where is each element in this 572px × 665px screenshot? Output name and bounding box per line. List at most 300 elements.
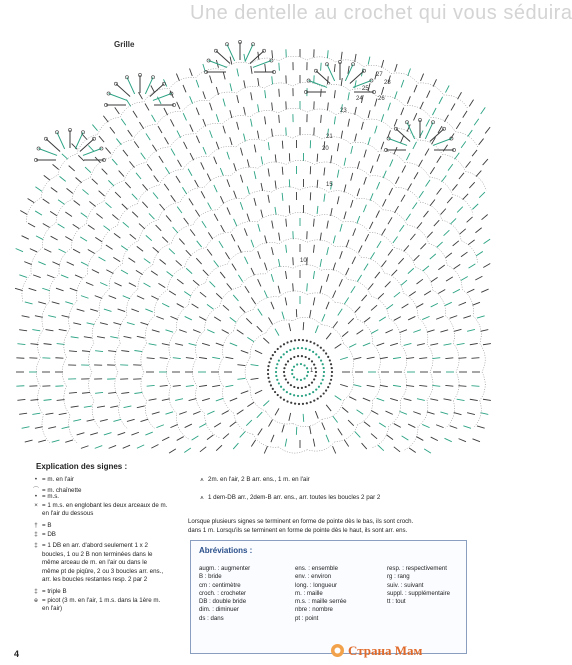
stitch-mark bbox=[177, 102, 180, 109]
stitch-mark bbox=[320, 286, 322, 294]
stitch-dot bbox=[283, 353, 285, 355]
stitch-mark bbox=[337, 170, 339, 178]
stitch-mark bbox=[410, 234, 415, 240]
stitch-mark bbox=[320, 233, 321, 241]
stitch-mark bbox=[167, 272, 173, 277]
stitch-dot bbox=[300, 379, 302, 381]
stitch-mark bbox=[331, 208, 333, 216]
abbreviation-entry: cm : centimètre bbox=[199, 581, 241, 589]
stitch-mark bbox=[193, 280, 199, 285]
stitch-dot bbox=[306, 367, 308, 369]
stitch-mark bbox=[469, 264, 476, 268]
chain-arch bbox=[137, 185, 159, 204]
stitch-mark bbox=[272, 50, 273, 58]
stitch-mark bbox=[375, 126, 377, 134]
row-number: 10 bbox=[300, 258, 307, 264]
stitch-mark bbox=[203, 91, 206, 99]
stitch-mark bbox=[121, 270, 128, 274]
stitch-mark bbox=[146, 133, 150, 140]
row-number: 20 bbox=[322, 146, 329, 152]
stitch-mark bbox=[307, 283, 308, 291]
stitch-dot bbox=[320, 347, 322, 349]
chain-arch bbox=[219, 287, 240, 306]
stitch-dot bbox=[280, 386, 282, 388]
stitch-mark bbox=[123, 222, 129, 227]
stitch-mark bbox=[354, 385, 362, 387]
stitch-mark bbox=[122, 204, 128, 209]
legend-item bbox=[30, 568, 163, 575]
stitch-mark bbox=[58, 224, 65, 228]
stitch-mark bbox=[414, 85, 417, 92]
stitch-mark bbox=[223, 72, 225, 80]
stitch-mark bbox=[327, 221, 328, 229]
stitch-mark bbox=[258, 104, 259, 112]
chain-arch bbox=[157, 111, 182, 124]
fan-stitch bbox=[57, 132, 65, 149]
stitch-mark bbox=[237, 378, 245, 379]
stitch-dot bbox=[311, 360, 313, 362]
stitch-mark bbox=[468, 240, 474, 245]
fan-stitch bbox=[75, 132, 83, 149]
stitch-mark bbox=[113, 323, 121, 325]
stitch-mark bbox=[238, 275, 242, 282]
stitch-mark bbox=[65, 212, 72, 217]
stitch-mark bbox=[50, 211, 57, 215]
stitch-mark bbox=[369, 222, 372, 229]
stitch-mark bbox=[240, 307, 245, 313]
stitch-dot bbox=[298, 339, 300, 341]
chain-arch bbox=[230, 221, 257, 232]
stitch-mark bbox=[393, 385, 401, 386]
stitch-mark bbox=[59, 249, 66, 253]
stitch-mark bbox=[227, 179, 230, 186]
stitch-mark bbox=[407, 96, 410, 103]
stitch-dot bbox=[283, 375, 285, 377]
stitch-mark bbox=[136, 270, 143, 274]
legend-symbol: × bbox=[34, 501, 38, 509]
legend-item bbox=[30, 531, 56, 538]
row-number: 28 bbox=[384, 80, 391, 86]
stitch-mark bbox=[109, 445, 116, 448]
stitch-mark bbox=[202, 221, 206, 228]
chain-arch bbox=[115, 344, 120, 372]
stitch-mark bbox=[408, 316, 415, 319]
stitch-mark bbox=[476, 251, 483, 255]
stitch-mark bbox=[401, 195, 405, 202]
stitch-mark bbox=[169, 249, 175, 254]
stitch-mark bbox=[152, 115, 156, 122]
stitch-mark bbox=[430, 254, 436, 259]
chain-arch bbox=[86, 201, 104, 224]
stitch-mark bbox=[152, 412, 160, 414]
stitch-mark bbox=[261, 156, 262, 164]
abbreviation-entry: m.s. : maille serrée bbox=[295, 598, 347, 606]
stitch-mark bbox=[118, 432, 126, 435]
stitch-mark bbox=[75, 275, 82, 278]
stitch-mark bbox=[419, 385, 427, 386]
stitch-mark bbox=[162, 399, 170, 401]
chain-arch bbox=[321, 269, 348, 279]
stitch-mark bbox=[173, 358, 181, 359]
stitch-mark bbox=[341, 52, 342, 60]
stitch-dot bbox=[286, 351, 288, 353]
stitch-dot bbox=[329, 359, 331, 361]
stitch-dot bbox=[331, 371, 333, 373]
stitch-mark bbox=[210, 75, 212, 83]
stitch-mark bbox=[255, 390, 262, 393]
chain-arch bbox=[245, 357, 250, 386]
stitch-mark bbox=[95, 296, 102, 299]
chain-arch bbox=[196, 386, 205, 413]
stitch-mark bbox=[237, 330, 244, 334]
stitch-mark bbox=[375, 272, 380, 278]
stitch-mark bbox=[159, 156, 163, 163]
stitch-mark bbox=[170, 424, 177, 427]
stitch-dot bbox=[289, 393, 291, 395]
stitch-mark bbox=[160, 385, 168, 386]
stitch-mark bbox=[475, 228, 481, 233]
stitch-mark bbox=[450, 426, 458, 429]
stitch-mark bbox=[463, 111, 467, 118]
stitch-dot bbox=[293, 394, 295, 396]
stitch-dot bbox=[308, 384, 310, 386]
stitch-mark bbox=[265, 90, 266, 98]
stitch-mark bbox=[313, 219, 314, 227]
row-number: 27 bbox=[376, 72, 383, 78]
chain-arch bbox=[104, 181, 124, 202]
stitch-mark bbox=[200, 447, 206, 452]
stitch-mark bbox=[233, 443, 238, 449]
stitch-mark bbox=[338, 309, 342, 316]
stitch-mark bbox=[52, 440, 60, 442]
stitch-mark bbox=[200, 292, 206, 297]
stitch-mark bbox=[401, 108, 404, 115]
legend-text: = m. en l'air bbox=[42, 476, 74, 483]
stitch-mark bbox=[424, 291, 431, 295]
stitch-mark bbox=[179, 330, 187, 333]
stitch-mark bbox=[357, 410, 364, 414]
stitch-mark bbox=[327, 50, 328, 58]
stitch-mark bbox=[251, 119, 253, 127]
stitch-dot bbox=[310, 341, 312, 343]
chain-arch bbox=[433, 290, 446, 316]
stitch-mark bbox=[95, 351, 103, 352]
stitch-dot bbox=[327, 356, 329, 358]
stitch-mark bbox=[62, 315, 70, 317]
stitch-mark bbox=[436, 316, 443, 319]
stitch-mark bbox=[145, 309, 152, 312]
stitch-mark bbox=[444, 399, 452, 400]
stitch-mark bbox=[19, 330, 27, 331]
stitch-mark bbox=[378, 293, 384, 298]
stitch-mark bbox=[153, 247, 159, 252]
stitch-mark bbox=[183, 113, 186, 120]
legend-text: = 1 m.s. en englobant les deux arceaux de m. bbox=[42, 501, 168, 509]
stitch-dot bbox=[301, 347, 303, 349]
stitch-mark bbox=[158, 283, 165, 287]
stitch-mark bbox=[271, 302, 274, 309]
stitch-mark bbox=[246, 318, 252, 324]
chain-arch bbox=[183, 156, 209, 169]
stitch-mark bbox=[481, 289, 488, 292]
stitch-mark bbox=[87, 419, 95, 421]
stitch-mark bbox=[376, 210, 380, 217]
stitch-dot bbox=[270, 358, 272, 360]
chain-arch bbox=[258, 162, 286, 168]
stitch-mark bbox=[408, 68, 411, 76]
stitch-mark bbox=[158, 126, 162, 133]
page-header-title: Une dentelle au crochet qui vous séduira bbox=[190, 2, 572, 24]
stitch-mark bbox=[201, 162, 204, 169]
legend-text: 2m. en l'air, 2 B arr. ens., 1 m. en l'air bbox=[208, 476, 310, 483]
stitch-mark bbox=[406, 385, 414, 386]
stitch-mark bbox=[469, 182, 474, 188]
chain-arch bbox=[364, 119, 391, 128]
stitch-dot bbox=[294, 339, 296, 341]
stitch-mark bbox=[430, 167, 434, 174]
stitch-mark bbox=[139, 122, 143, 129]
stitch-mark bbox=[359, 245, 363, 252]
stitch-mark bbox=[152, 145, 156, 152]
stitch-mark bbox=[32, 330, 40, 331]
stitch-mark bbox=[251, 378, 259, 379]
stitch-mark bbox=[119, 171, 124, 177]
stitch-mark bbox=[71, 406, 79, 407]
chain-arch bbox=[111, 140, 133, 158]
stitch-dot bbox=[291, 373, 293, 375]
stitch-mark bbox=[483, 399, 491, 400]
chain-arch bbox=[264, 83, 292, 88]
stitch-mark bbox=[377, 182, 380, 189]
chain-arch bbox=[335, 246, 361, 257]
stitch-mark bbox=[279, 89, 280, 97]
legend-title: Explication des signes : bbox=[36, 462, 128, 471]
stitch-mark bbox=[151, 271, 158, 275]
stitch-mark bbox=[81, 262, 88, 266]
row-number: 24 bbox=[356, 96, 363, 102]
stitch-mark bbox=[368, 137, 370, 145]
stitch-mark bbox=[315, 325, 318, 332]
chain-arch bbox=[141, 372, 147, 401]
stitch-mark bbox=[223, 126, 225, 134]
stitch-mark bbox=[141, 322, 149, 324]
stitch-mark bbox=[69, 351, 77, 352]
stitch-mark bbox=[81, 446, 89, 449]
fan-stitch bbox=[250, 51, 264, 64]
stitch-mark bbox=[238, 245, 242, 252]
chain-arch bbox=[418, 83, 444, 95]
stitch-mark bbox=[176, 74, 179, 81]
stitch-mark bbox=[363, 343, 370, 346]
stitch-mark bbox=[317, 206, 318, 214]
chain-arch bbox=[447, 265, 462, 289]
stitch-mark bbox=[473, 439, 480, 442]
stitch-mark bbox=[251, 297, 255, 304]
stitch-mark bbox=[414, 255, 420, 261]
stitch-mark bbox=[355, 432, 360, 438]
stitch-dot bbox=[291, 369, 293, 371]
stitch-mark bbox=[467, 329, 475, 331]
chain-arch bbox=[182, 100, 209, 111]
stitch-mark bbox=[207, 330, 214, 333]
stitch-dot bbox=[301, 387, 303, 389]
stitch-mark bbox=[202, 343, 210, 345]
stitch-mark bbox=[452, 184, 457, 190]
stitch-mark bbox=[151, 444, 158, 448]
stitch-mark bbox=[171, 149, 175, 156]
stitch-mark bbox=[393, 357, 401, 358]
chain-arch bbox=[236, 139, 264, 147]
chain-arch bbox=[348, 280, 371, 296]
stitch-mark bbox=[471, 386, 479, 387]
stitch-mark bbox=[272, 129, 273, 137]
stitch-mark bbox=[394, 447, 400, 452]
chain-arch bbox=[307, 240, 335, 247]
stitch-mark bbox=[121, 119, 126, 126]
stitch-mark bbox=[458, 358, 466, 359]
chain-arch bbox=[127, 289, 138, 315]
stitch-mark bbox=[216, 142, 219, 150]
stitch-mark bbox=[333, 263, 335, 271]
stitch-mark bbox=[131, 309, 138, 312]
stitch-dot bbox=[323, 375, 325, 377]
stitch-mark bbox=[82, 392, 90, 393]
chain-arch bbox=[293, 82, 322, 87]
chain-arch bbox=[427, 372, 433, 400]
stitch-mark bbox=[199, 424, 206, 428]
stitch-mark bbox=[53, 164, 59, 169]
chain-arch bbox=[266, 320, 293, 333]
stitch-mark bbox=[203, 64, 205, 72]
stitch-mark bbox=[144, 283, 151, 287]
stitch-mark bbox=[190, 124, 193, 131]
row-number: 21 bbox=[326, 134, 333, 140]
stitch-dot bbox=[314, 375, 316, 377]
chain-arch bbox=[154, 290, 167, 316]
stitch-mark bbox=[268, 142, 269, 150]
row-number: 23 bbox=[340, 108, 347, 114]
stitch-mark bbox=[377, 241, 381, 248]
stitch-mark bbox=[156, 225, 162, 231]
fan-stitch bbox=[245, 44, 253, 61]
stitch-mark bbox=[431, 437, 438, 441]
stitch-mark bbox=[214, 157, 217, 164]
abbreviations-column-3 bbox=[387, 565, 450, 606]
stitch-mark bbox=[145, 432, 152, 435]
stitch-mark bbox=[413, 142, 417, 149]
stitch-mark bbox=[289, 205, 290, 213]
stitch-mark bbox=[272, 221, 273, 229]
stitch-mark bbox=[414, 113, 417, 120]
stitch-mark bbox=[368, 283, 373, 289]
stitch-mark bbox=[35, 211, 42, 215]
stitch-dot bbox=[276, 379, 278, 381]
stitch-mark bbox=[113, 257, 120, 261]
stitch-mark bbox=[33, 275, 41, 278]
chain-arch bbox=[158, 202, 180, 220]
stitch-mark bbox=[364, 264, 368, 271]
stitch-mark bbox=[58, 200, 65, 205]
stitch-mark bbox=[406, 153, 410, 160]
chain-arch bbox=[445, 401, 454, 429]
chain-arch bbox=[328, 191, 356, 199]
stitch-mark bbox=[368, 110, 370, 118]
stitch-mark bbox=[184, 218, 189, 224]
chain-arch bbox=[196, 123, 223, 134]
stitch-mark bbox=[416, 304, 423, 308]
stitch-mark bbox=[321, 63, 322, 71]
stitch-mark bbox=[214, 423, 221, 427]
stitch-dot bbox=[297, 355, 299, 357]
stitch-mark bbox=[102, 169, 108, 175]
stitch-mark bbox=[379, 317, 386, 321]
chain-arch bbox=[138, 265, 153, 289]
stitch-dot bbox=[283, 399, 285, 401]
stitch-mark bbox=[179, 239, 184, 245]
stitch-dot bbox=[283, 371, 285, 373]
stitch-mark bbox=[143, 184, 148, 190]
fan-stitch bbox=[309, 81, 327, 88]
stitch-dot bbox=[290, 402, 292, 404]
stitch-mark bbox=[406, 214, 411, 221]
chain-arch bbox=[480, 372, 485, 400]
stitch-mark bbox=[177, 304, 184, 308]
stitch-mark bbox=[394, 424, 401, 428]
stitch-mark bbox=[408, 268, 414, 273]
stitch-mark bbox=[207, 304, 213, 309]
stitch-mark bbox=[257, 326, 262, 332]
stitch-mark bbox=[214, 214, 218, 221]
stitch-mark bbox=[29, 288, 37, 290]
stitch-mark bbox=[340, 224, 342, 232]
stitch-mark bbox=[402, 436, 409, 440]
chain-arch bbox=[404, 106, 430, 118]
stitch-dot bbox=[274, 391, 276, 393]
abbreviation-entry: pt : point bbox=[295, 614, 319, 622]
stitch-mark bbox=[207, 411, 214, 414]
chain-arch bbox=[115, 372, 120, 400]
stitch-dot bbox=[287, 360, 289, 362]
stitch-mark bbox=[352, 257, 355, 264]
chain-arch bbox=[89, 344, 94, 372]
stitch-mark bbox=[165, 137, 169, 144]
chain-arch bbox=[442, 154, 465, 171]
chain-arch bbox=[196, 69, 223, 78]
stitch-mark bbox=[479, 192, 485, 198]
stitch-mark bbox=[258, 78, 259, 86]
legend-item bbox=[30, 588, 67, 595]
stitch-mark bbox=[244, 257, 247, 264]
chain-arch bbox=[56, 199, 72, 223]
stitch-mark bbox=[450, 218, 456, 224]
stitch-mark bbox=[186, 358, 194, 359]
stitch-mark bbox=[165, 412, 173, 414]
legend-text: même pt de piqûre, 2 ou 3 boucles arr. ens., bbox=[42, 567, 164, 575]
stitch-mark bbox=[371, 330, 378, 334]
stitch-mark bbox=[237, 365, 245, 366]
stitch-mark bbox=[275, 329, 279, 336]
legend-symbol: † bbox=[34, 521, 38, 529]
stitch-mark bbox=[210, 130, 213, 137]
stitch-mark bbox=[454, 413, 462, 415]
stitch-mark bbox=[386, 411, 393, 414]
stitch-mark bbox=[321, 89, 322, 97]
chain-arch bbox=[252, 242, 279, 251]
chain-arch bbox=[38, 329, 44, 357]
stitch-mark bbox=[76, 178, 82, 183]
stitch-mark bbox=[199, 317, 206, 321]
stitch-mark bbox=[420, 102, 423, 109]
